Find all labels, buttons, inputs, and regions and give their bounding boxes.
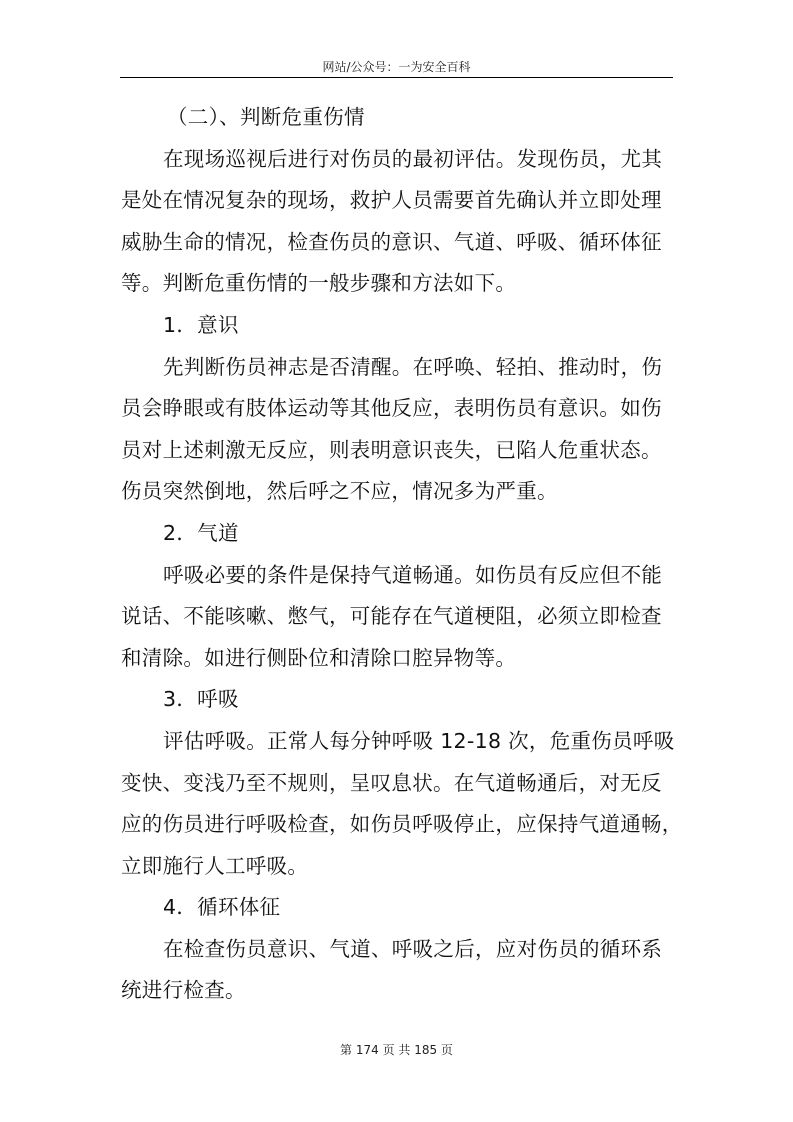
paragraph-line: 在现场巡视后进行对伤员的最初评估。发现伤员，尤其 <box>163 146 663 171</box>
paragraph-line: 是处在情况复杂的现场，救护人员需要首先确认并立即处理 <box>121 188 662 213</box>
paragraph-line: 统进行检查。 <box>121 978 246 1003</box>
section-heading: （二）、判断危重伤情 <box>167 105 365 129</box>
paragraph-line: 和清除。如进行侧卧位和清除口腔异物等。 <box>121 645 517 670</box>
paragraph-line: 威胁生命的情况，检查伤员的意识、气道、呼吸、循环体征 <box>121 229 662 254</box>
paragraph-line: 伤员突然倒地，然后呼之不应，情况多为严重。 <box>121 479 558 504</box>
paragraph-line: 员对上述刺激无反应，则表明意识丧失，已陷人危重状态。 <box>121 437 662 462</box>
paragraph-line: 呼吸必要的条件是保持气道畅通。如伤员有反应但不能 <box>163 562 663 587</box>
paragraph-line: 立即施行人工呼吸。 <box>121 853 309 878</box>
document-body <box>121 97 683 1012</box>
subheading-circulation: 4．循环体征 <box>163 895 281 920</box>
paragraph-line: 员会睁眼或有肢体运动等其他反应，表明伤员有意识。如伤 <box>121 396 662 421</box>
paragraph-line: 评估呼吸。正常人每分钟呼吸 12-18 次，危重伤员呼吸 <box>163 728 675 753</box>
paragraph-line: 应的伤员进行呼吸检查，如伤员呼吸停止，应保持气道通畅， <box>121 812 683 837</box>
page-number-footer: 第 174 页 共 185 页 <box>340 1043 453 1057</box>
paragraph-line: 说话、不能咳嗽、憋气，可能存在气道梗阻，必须立即检查 <box>121 604 662 629</box>
paragraph-line: 等。判断危重伤情的一般步骤和方法如下。 <box>121 271 517 296</box>
subheading-airway: 2．气道 <box>163 520 239 545</box>
page-header: 网站/公众号：一为安全百科 <box>322 60 471 74</box>
paragraph-line: 在检查伤员意识、气道、呼吸之后，应对伤员的循环系 <box>163 936 663 961</box>
subheading-consciousness: 1．意识 <box>163 312 239 337</box>
paragraph-line: 先判断伤员神志是否清醒。在呼唤、轻拍、推动时，伤 <box>163 354 663 379</box>
header-divider <box>120 77 673 78</box>
paragraph-line: 变快、变浅乃至不规则，呈叹息状。在气道畅通后，对无反 <box>121 770 662 795</box>
subheading-breathing: 3．呼吸 <box>163 687 239 712</box>
